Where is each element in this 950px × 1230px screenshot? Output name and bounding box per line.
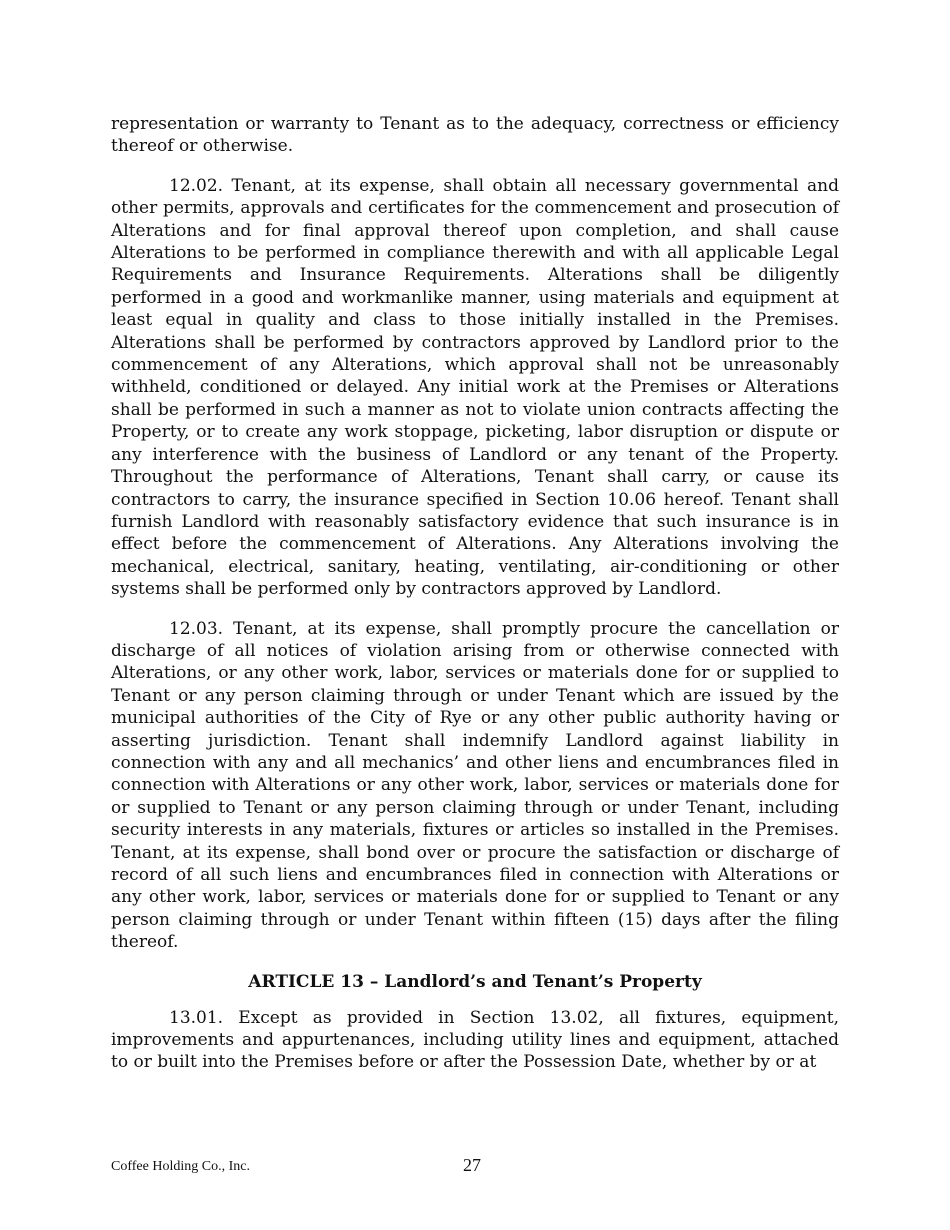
paragraph-12-03: 12.03. Tenant, at its expense, shall promptly procure the cancellation or discharge of all notices of violation arising from or otherwise connected with Alterations, or any other work, labor, services or materials done for or supplied to Tenant or any person claiming through or under Tenant which are issued by the municipal authorities of the City of Rye or any other public authority having or asserting jurisdiction. Tenant shall indemnify Landlord against liability in connection with any and all mechanics’ and other liens and encumbrances filed in connection with Alterations or any other work, labor, services or materials done for or supplied to Tenant or any person claiming through or under Tenant, including security interests in any materials, fixtures or articles so installed in the Premises. Tenant, at its expense, shall bond over or procure the satisfaction or discharge of record of all such liens and encumbrances filed in connection with Alterations or any other work, labor, services or materials done for or supplied to Tenant or any person claiming through or under Tenant within fifteen (15) days after the filing thereof.	[111, 618, 839, 953]
page-number: 27	[463, 1155, 481, 1175]
document-body	[111, 113, 839, 1091]
paragraph-12-02: 12.02. Tenant, at its expense, shall obtain all necessary governmental and other permits, approvals and certificates for the commencement and prosecution of Alterations and for final approval thereof upon completion, and shall cause Alterations to be performed in compliance therewith and with all applicable Legal Requirements and Insurance Requirements. Alterations shall be diligently performed in a good and workmanlike manner, using materials and equipment at least equal in quality and class to those initially installed in the Premises. Alterations shall be performed by contractors approved by Landlord prior to the commencement of any Alterations, which approval shall not be unreasonably withheld, conditioned or delayed. Any initial work at the Premises or Alterations shall be performed in such a manner as not to violate union contracts affecting the Property, or to create any work stoppage, picketing, labor disruption or dispute or any interference with the business of Landlord or any tenant of the Property. Throughout the performance of Alterations, Tenant shall carry, or cause its contractors to carry, the insurance specified in Section 10.06 hereof. Tenant shall furnish Landlord with reasonably satisfactory evidence that such insurance is in effect before the commencement of Alterations. Any Alterations involving the mechanical, electrical, sanitary, heating, ventilating, air-conditioning or other systems shall be performed only by contractors approved by Landlord.	[111, 175, 839, 600]
page-footer	[111, 1155, 839, 1181]
paragraph-13-01: 13.01. Except as provided in Section 13.02, all fixtures, equipment, improvements and appurtenances, including utility lines and equipment, attached to or built into the Premises before or after the Possession Date, whether by or at	[111, 1007, 839, 1073]
footer-company-name: Coffee Holding Co., Inc.	[111, 1159, 250, 1174]
article-13-heading: ARTICLE 13 – Landlord’s and Tenant’s Property	[248, 971, 702, 992]
paragraph-continuation: representation or warranty to Tenant as to the adequacy, correctness or efficiency thereof or otherwise.	[111, 114, 839, 157]
